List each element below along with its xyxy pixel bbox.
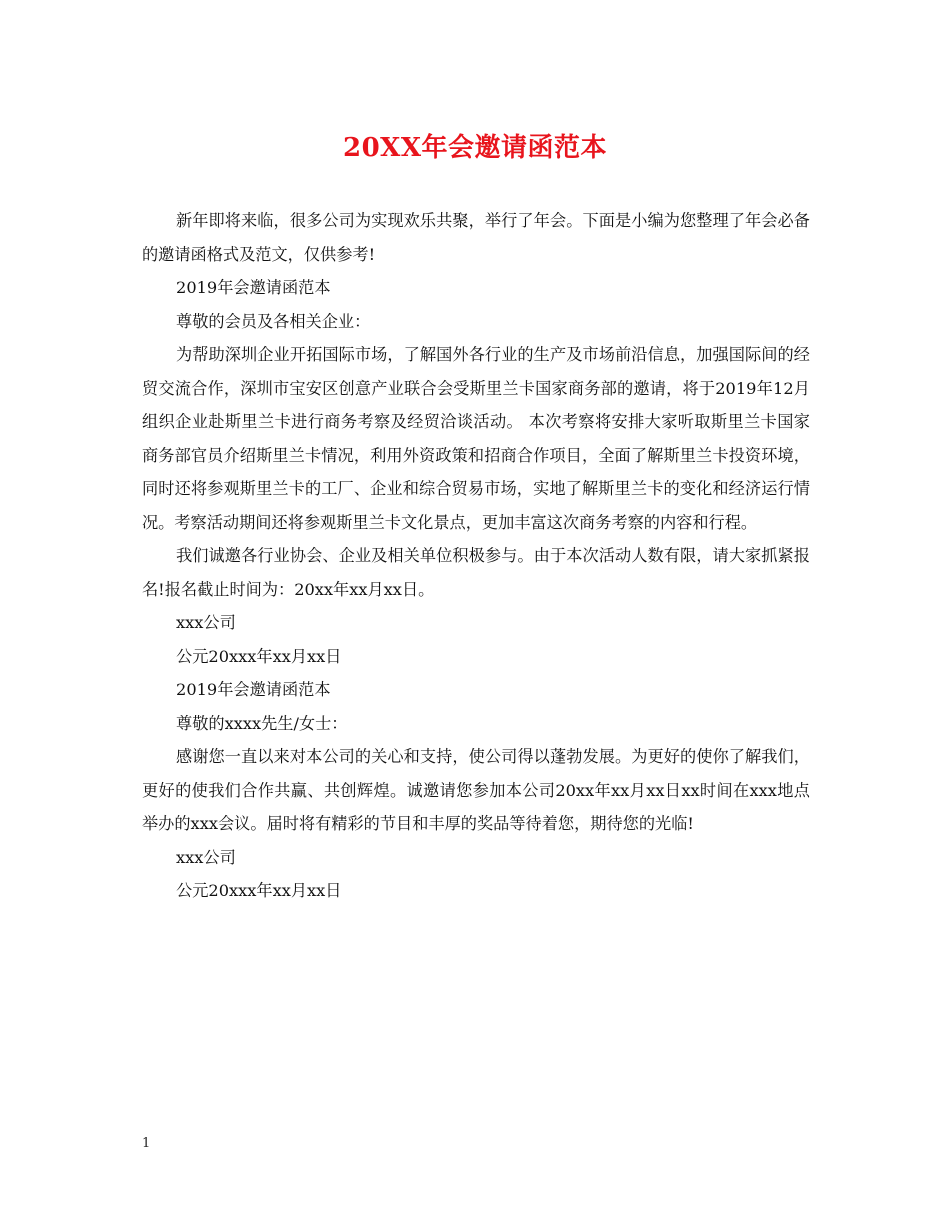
salutation-1: 尊敬的会员及各相关企业： bbox=[176, 311, 371, 331]
signature-company-1: xxx公司 bbox=[176, 613, 236, 632]
signature-date-1: 公元20xxx年xx月xx日 bbox=[176, 646, 342, 666]
body-paragraph-3: 感谢您一直以来对本公司的关心和支持，使公司得以蓬勃发展。为更好的使你了解我们，更好的使我们合作共赢、共创辉煌。诚邀请您参加本公司20xx年xx月xx日xx时间在xxx地点举办的xxx会议。届时将有精彩的节目和丰厚的奖品等待着您，期待您的光临! bbox=[142, 747, 810, 833]
document-body bbox=[142, 204, 810, 908]
section-heading-1: 2019年会邀请函范本 bbox=[176, 278, 331, 297]
signature-date-2: 公元20xxx年xx月xx日 bbox=[176, 881, 342, 900]
section-heading-2: 2019年会邀请函范本 bbox=[176, 680, 331, 699]
intro-paragraph: 新年即将来临，很多公司为实现欢乐共聚，举行了年会。下面是小编为您整理了年会必备的邀请函格式及范文，仅供参考! bbox=[142, 211, 810, 264]
salutation-2: 尊敬的xxxx先生/女士： bbox=[176, 713, 348, 733]
body-paragraph-1: 为帮助深圳企业开拓国际市场，了解国外各行业的生产及市场前沿信息，加强国际间的经贸交流合作，深圳市宝安区创意产业联合会受斯里兰卡国家商务部的邀请，将于2019年12月组织企业赴斯里兰卡进行商务考察及经贸洽谈活动。 本次考察将安排大家听取斯里兰卡国家商务部官员介绍斯里兰卡情况，利用外资政策和招商合作项目，全面了解斯里兰卡投资环境，同时还将参观斯里兰卡的工厂、企业和综合贸易市场，实地了解斯里兰卡的变化和经济运行情况。考察活动期间还将参观斯里兰卡文化景点，更加丰富这次商务考察的内容和行程。 bbox=[142, 345, 810, 532]
body-paragraph-2: 我们诚邀各行业协会、企业及相关单位积极参与。由于本次活动人数有限，请大家抓紧报名!报名截止时间为：20xx年xx月xx日。 bbox=[142, 546, 810, 599]
page-title: 20XX年会邀请函范本 bbox=[342, 133, 608, 163]
page-number: 1 bbox=[142, 1136, 151, 1151]
signature-company-2: xxx公司 bbox=[176, 847, 236, 867]
